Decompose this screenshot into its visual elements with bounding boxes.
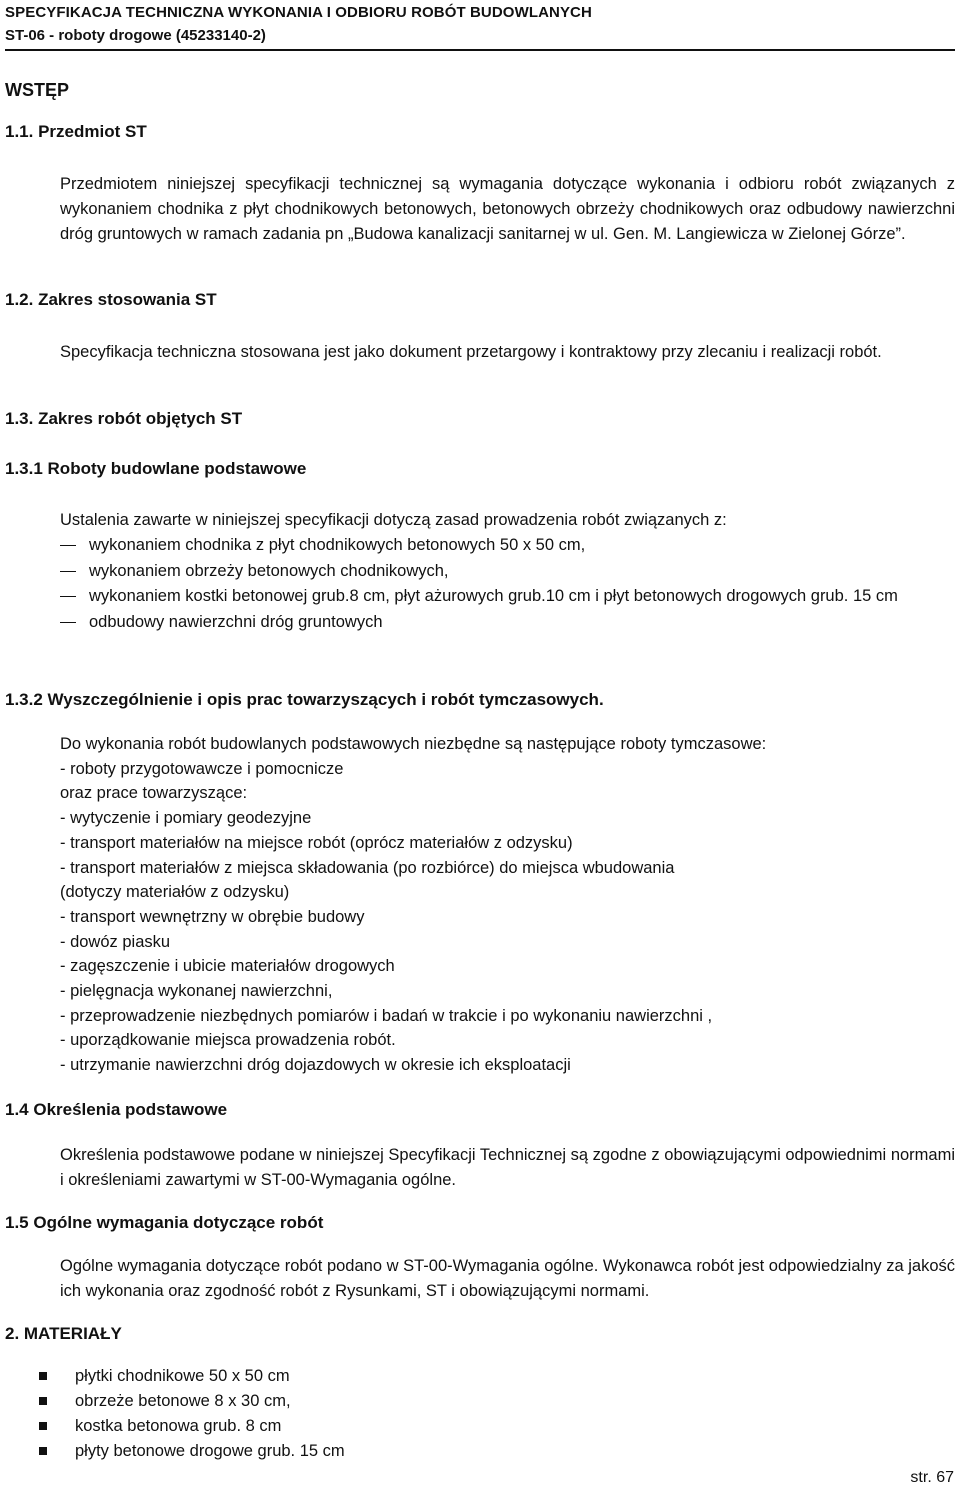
paragraph-1-2: Specyfikacja techniczna stosowana jest jako dokument przetargowy i kontraktowy przy zlecaniu i realizacji robót. — [60, 343, 882, 361]
list-line: - roboty przygotowawcze i pomocnicze — [60, 759, 344, 778]
list-line: oraz prace towarzyszące: — [60, 784, 248, 803]
works-list — [60, 533, 955, 635]
list-item: wykonaniem chodnika z płyt chodnikowych betonowych 50 x 50 cm, — [60, 533, 955, 559]
list-line: - transport materiałów z miejsca składowania (po rozbiórce) do miejsca wbudowania — [60, 858, 675, 877]
heading-2: 2. MATERIAŁY — [5, 1324, 122, 1343]
heading-1-3: 1.3. Zakres robót objętych ST — [5, 409, 243, 428]
paragraph-1-5: Ogólne wymagania dotyczące robót podano w ST-00-Wymagania ogólne. Wykonawca robót jest odpowiedzialny za jakość ich wykonania oraz zgodność robót z Rysunkami, ST i obowiązującymi normami. — [60, 1257, 955, 1300]
dash-bullet — [60, 622, 76, 623]
square-bullet-icon — [39, 1397, 47, 1405]
square-bullet-icon — [39, 1447, 47, 1455]
square-bullet-icon — [39, 1422, 47, 1430]
header-divider — [5, 49, 955, 51]
list-item: obrzeże betonowe 8 x 30 cm, — [39, 1389, 345, 1414]
header-subtitle: ST-06 - roboty drogowe (45233140-2) — [5, 27, 266, 44]
list-line: Do wykonania robót budowlanych podstawowych niezbędne są następujące roboty tymczasowe: — [60, 735, 767, 753]
list-line: - wytyczenie i pomiary geodezyjne — [60, 809, 312, 828]
list-item: płyty betonowe drogowe grub. 15 cm — [39, 1439, 345, 1464]
page-number: str. 67 — [910, 1469, 954, 1486]
list-line: - transport wewnętrzny w obrębie budowy — [60, 907, 365, 926]
list-item: kostka betonowa grub. 8 cm — [39, 1414, 345, 1439]
header-title: SPECYFIKACJA TECHNICZNA WYKONANIA I ODBIORU ROBÓT BUDOWLANYCH — [5, 4, 592, 21]
materials-list — [39, 1364, 345, 1464]
dash-bullet — [60, 596, 76, 597]
heading-1-2: 1.2. Zakres stosowania ST — [5, 290, 217, 309]
temporary-works-list — [60, 732, 766, 1078]
list-line: - utrzymanie nawierzchni dróg dojazdowych w okresie ich eksploatacji — [60, 1056, 571, 1075]
dash-bullet — [60, 571, 76, 572]
list-item: wykonaniem obrzeży betonowych chodnikowych, — [60, 559, 955, 585]
list-line: (dotyczy materiałów z odzysku) — [60, 883, 290, 902]
list-item: odbudowy nawierzchni dróg gruntowych — [60, 610, 955, 636]
list-line: - przeprowadzenie niezbędnych pomiarów i badań w trakcie i po wykonaniu nawierzchni , — [60, 1006, 713, 1025]
list-item: wykonaniem kostki betonowej grub.8 cm, płyt ażurowych grub.10 cm i płyt betonowych drogowych grub. 15 cm — [60, 584, 955, 610]
heading-1-3-1: 1.3.1 Roboty budowlane podstawowe — [5, 459, 307, 478]
paragraph-1-3-1-intro: Ustalenia zawarte w niniejszej specyfikacji dotyczą zasad prowadzenia robót związanych z: — [60, 511, 727, 529]
paragraph-1-4: Określenia podstawowe podane w niniejszej Specyfikacji Technicznej są zgodne z obowiązującymi odpowiednimi normami i określeniami zawartymi w ST-00-Wymagania ogólne. — [60, 1146, 955, 1189]
list-line: - pielęgnacja wykonanej nawierzchni, — [60, 982, 333, 1001]
list-line: - zagęszczenie i ubicie materiałów drogowych — [60, 957, 395, 976]
paragraph-1-1: Przedmiotem niniejszej specyfikacji technicznej są wymagania dotyczące wykonania i odbioru robót związanych z wykonaniem chodnika z płyt chodnikowych betonowych, betonowych obrzeży chodnikowych oraz odbudowy nawierzchni dróg gruntowych w ramach zadania pn „Budowa kanalizacji sanitarnej w ul. Gen. M. Langiewicza w Zielonej Górze”. — [60, 175, 955, 243]
page-header — [5, 4, 955, 45]
square-bullet-icon — [39, 1372, 47, 1380]
list-line: - dowóz piasku — [60, 932, 171, 951]
list-item: płytki chodnikowe 50 x 50 cm — [39, 1364, 345, 1389]
heading-wstep: WSTĘP — [5, 80, 70, 100]
list-line: - transport materiałów na miejsce robót (oprócz materiałów z odzysku) — [60, 833, 573, 852]
heading-1-4: 1.4 Określenia podstawowe — [5, 1100, 228, 1119]
list-line: - uporządkowanie miejsca prowadzenia robót. — [60, 1031, 396, 1050]
heading-1-3-2: 1.3.2 Wyszczególnienie i opis prac towarzyszących i robót tymczasowych. — [5, 690, 604, 709]
dash-bullet — [60, 545, 76, 546]
heading-1-5: 1.5 Ogólne wymagania dotyczące robót — [5, 1213, 324, 1232]
heading-1-1: 1.1. Przedmiot ST — [5, 122, 147, 141]
